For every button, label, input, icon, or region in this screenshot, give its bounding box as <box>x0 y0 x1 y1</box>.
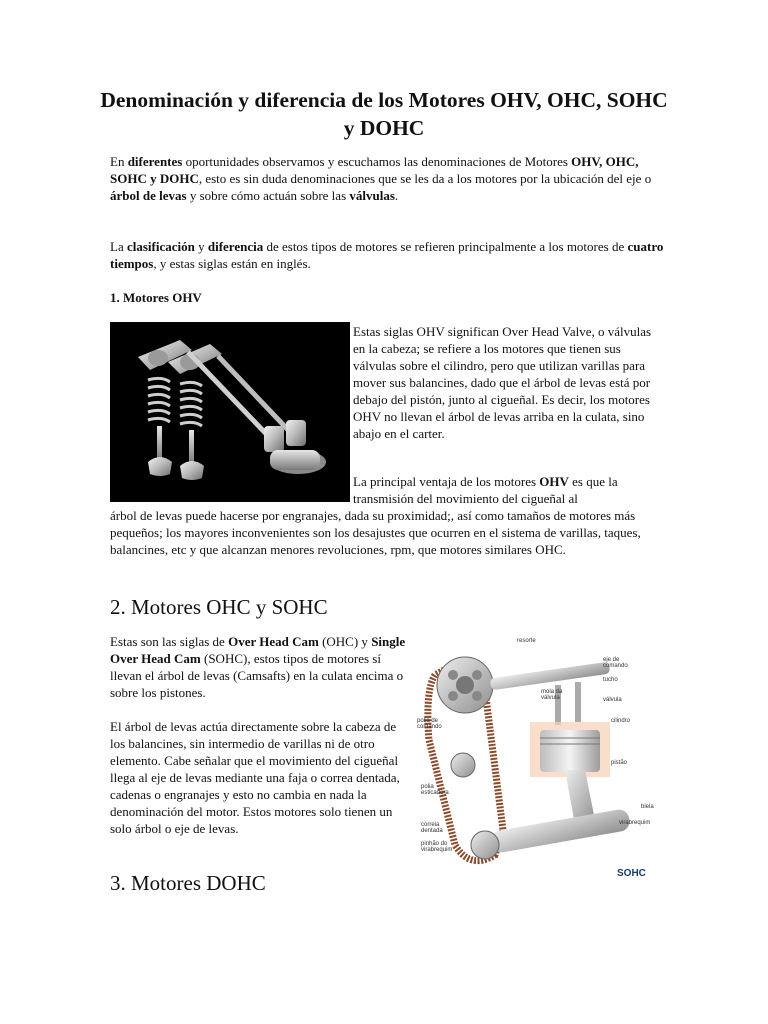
bold-run: clasificación <box>126 239 195 254</box>
diagram-label: mola da <box>541 689 563 695</box>
diagram-label: comando <box>603 663 628 669</box>
ohv-heading: 1. Motores OHV <box>110 290 202 305</box>
diagram-label: virabrequim <box>619 820 651 826</box>
text-run: de estos tipos de motores se refieren principalmente a los motores de <box>263 239 628 254</box>
ohv-advantage-intro <box>353 473 663 507</box>
sohc-diagram-svg <box>415 630 660 885</box>
diagram-label: virabrequim <box>421 847 453 853</box>
ohv-description: Estas siglas OHV significan Over Head Valve, o válvulas en la cabeza; se refiere a los motores que tienen sus válvulas sobre el cilindro, pero que utilizan varillas para mover sus balancines, dado que el árbol de levas está por debajo del pistón, junto al cigueñal. Es decir, los motores OHV no llevan el árbol de levas arriba en la culata, sino abajo en el carter. <box>353 324 652 441</box>
diagram-label: esticadora <box>421 790 449 796</box>
diagram-label: polia <box>421 784 434 790</box>
text-run: . <box>394 188 399 203</box>
bold-run: diferencia <box>207 239 264 254</box>
diagram-label: cilindro <box>611 718 631 724</box>
diagram-label: válvula <box>603 697 622 703</box>
diagram-label: resorte <box>517 638 536 644</box>
text-run: La <box>110 239 127 254</box>
text-run: La principal ventaja de los motores <box>353 474 540 489</box>
bold-run: Single Over Head Cam <box>110 634 406 666</box>
classification-paragraph <box>110 238 670 272</box>
text-run: y sobre cómo actuán sobre las <box>186 188 350 203</box>
text-run: Estas son las siglas de <box>110 634 229 649</box>
diagram-label: comando <box>417 724 442 730</box>
page-title: Denominación y diferencia de los Motores OHV, OHC, SOHC y DOHC <box>100 88 668 140</box>
ohv-valve-illustration <box>110 322 350 502</box>
text-run: En <box>110 154 128 169</box>
diagram-label: polia de <box>417 718 439 724</box>
bold-run: válvulas <box>349 188 395 203</box>
bold-run: cuatro tiempos <box>110 239 664 271</box>
diagram-label: pistão <box>611 760 628 766</box>
diagram-label: válvula <box>541 695 560 701</box>
bold-run: árbol de levas <box>110 188 187 203</box>
ohc-camshaft-paragraph: El árbol de levas actúa directamente sobre la cabeza de los balancines, sin intermedio de varillas ni de otro elemento. Cabe señalar que el movimiento del cigueñal llega al eje de levas mediante una faja o correa dentada, cadenas o engranajes y esto no cambia en nada la denominación del motor. Estos motores solo tienen un solo árbol o eje de levas. <box>110 719 400 836</box>
bold-run: Over Head Cam <box>228 634 319 649</box>
text-run: (SOHC), estos tipos de motores sí llevan el árbol de levas (Camsafts) en la culata encima o sobre los pistones. <box>110 651 404 700</box>
text-run: y <box>194 239 208 254</box>
diagram-label: eje de <box>603 657 620 663</box>
text-run: , esto es sin duda denominaciones que se les da a los motores por la ubicación del eje o <box>198 171 652 186</box>
diagram-label: tucho <box>603 677 618 683</box>
ohc-definition <box>110 633 410 701</box>
dohc-heading: 3. Motores DOHC <box>110 871 266 895</box>
ohc-heading: 2. Motores OHC y SOHC <box>110 595 328 619</box>
bold-run: diferentes <box>127 154 183 169</box>
diagram-label: biela <box>641 804 654 810</box>
text-run: oportunidades observamos y escuchamos las denominaciones de Motores <box>182 154 572 169</box>
ohv-valve-rocker-image <box>110 322 350 502</box>
bold-run: OHV <box>539 474 569 489</box>
text-run: , y estas siglas están en inglés. <box>153 256 311 271</box>
bold-run: OHV, OHC, SOHC y DOHC <box>110 154 639 186</box>
sohc-badge: SOHC <box>617 868 646 879</box>
text-run: (OHC) y <box>318 634 372 649</box>
intro-paragraph <box>110 153 670 204</box>
text-run: es que la transmisión del movimiento del cigueñal al <box>353 474 618 506</box>
diagram-label: pinhão do <box>421 841 448 847</box>
sohc-engine-diagram <box>415 630 660 885</box>
diagram-label: dentada <box>421 828 443 834</box>
diagram-label: correia <box>421 822 440 828</box>
ohv-advantage-paragraph: árbol de levas puede hacerse por engranajes, dada su proximidad;, así como tamaños de motores más pequeños; los mayores inconvenientes son los desajustes que ocurren en el sistema de varillas, taques, balancines, etc y que alcanzan menores revoluciones, rpm, que motores similares OHC. <box>110 508 641 557</box>
